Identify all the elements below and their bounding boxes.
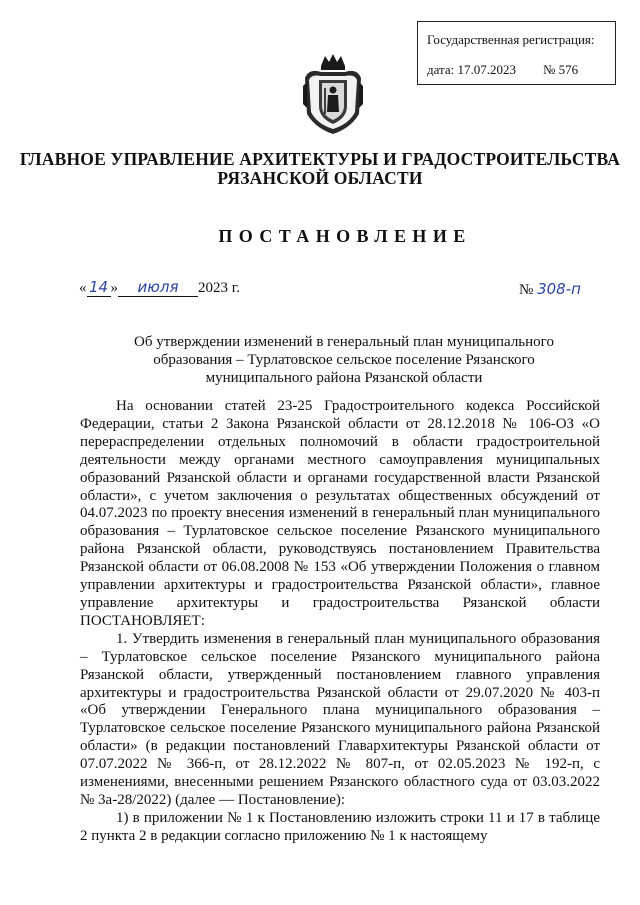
organization-name-line2: РЯЗАНСКОЙ ОБЛАСТИ <box>217 168 423 188</box>
registration-number: № 576 <box>543 62 579 77</box>
coat-of-arms-icon <box>299 52 367 136</box>
registration-title: Государственная регистрация: <box>427 32 595 47</box>
date-month: июля <box>137 278 179 296</box>
number-prefix: № <box>519 282 534 298</box>
date-open-quote: « <box>79 280 87 296</box>
document-body <box>80 398 600 846</box>
date-year: 2023 г. <box>198 280 240 296</box>
organization-name-line1: ГЛАВНОЕ УПРАВЛЕНИЕ АРХИТЕКТУРЫ И ГРАДОСТРОИТЕЛЬСТВА <box>19 149 621 169</box>
body-paragraph-3: 1) в приложении № 1 к Постановлению изложить строки 11 и 17 в таблице 2 пункта 2 в редакции согласно приложению № 1 к настоящему <box>80 809 600 844</box>
number-value: 308-п <box>537 280 581 298</box>
document-type-title: ПОСТАНОВЛЕНИЕ <box>218 226 472 246</box>
document-subject: Об утверждении изменений в генеральный план муниципального образования – Турлатовское сельское поселение Рязанского муниципального района Рязанской области <box>134 334 554 386</box>
document-date <box>79 280 240 297</box>
body-paragraph-1: На основании статей 23-25 Градостроительного кодекса Российской Федерации, статьи 2 Закона Рязанской области от 28.12.2018 № 106-ОЗ «О перераспределении отдельных полномочий в области градостроительной деятельности между органами местного самоуправления муниципальных образований Рязанской области и органами государственной власти Рязанской области», с учетом заключения о результатах общественных обсуждений от 04.07.2023 по проекту внесения изменений в генеральный план муниципального образования – Турлатовское сельское поселение Рязанского муниципального района Рязанской области, руководствуясь постановлением Правительства Рязанской области от 06.08.2008 № 153 «Об утверждении Положения о главном управлении архитектуры и градостроительства Рязанской области», главное управление архитектуры и градостроительства Рязанской области ПОСТАНОВЛЯЕТ: <box>80 398 600 629</box>
registration-stamp <box>417 21 616 85</box>
document-number <box>519 280 581 299</box>
date-day: 14 <box>88 278 109 296</box>
body-paragraph-2: 1. Утвердить изменения в генеральный план муниципального образования – Турлатовское сельское поселение Рязанского муниципального района Рязанской области, утвержденный постановлением главного управления архитектуры и градостроительства Рязанской области от 29.07.2020 № 403-п «Об утверждении Генерального плана муниципального образования – Турлатовское сельское поселение Рязанского муниципального района Рязанской области» (в редакции постановлений Главархитектуры Рязанской области от 07.07.2022 № 366-п, от 28.12.2022 № 807-п, от 02.05.2023 № 192-п, с изменениями, внесенными решением Рязанского областного суда от 03.03.2022 № 3а-28/2022) (далее — Постановление): <box>80 630 600 808</box>
date-close-quote: » <box>110 280 118 296</box>
registration-date: дата: 17.07.2023 <box>427 62 517 77</box>
